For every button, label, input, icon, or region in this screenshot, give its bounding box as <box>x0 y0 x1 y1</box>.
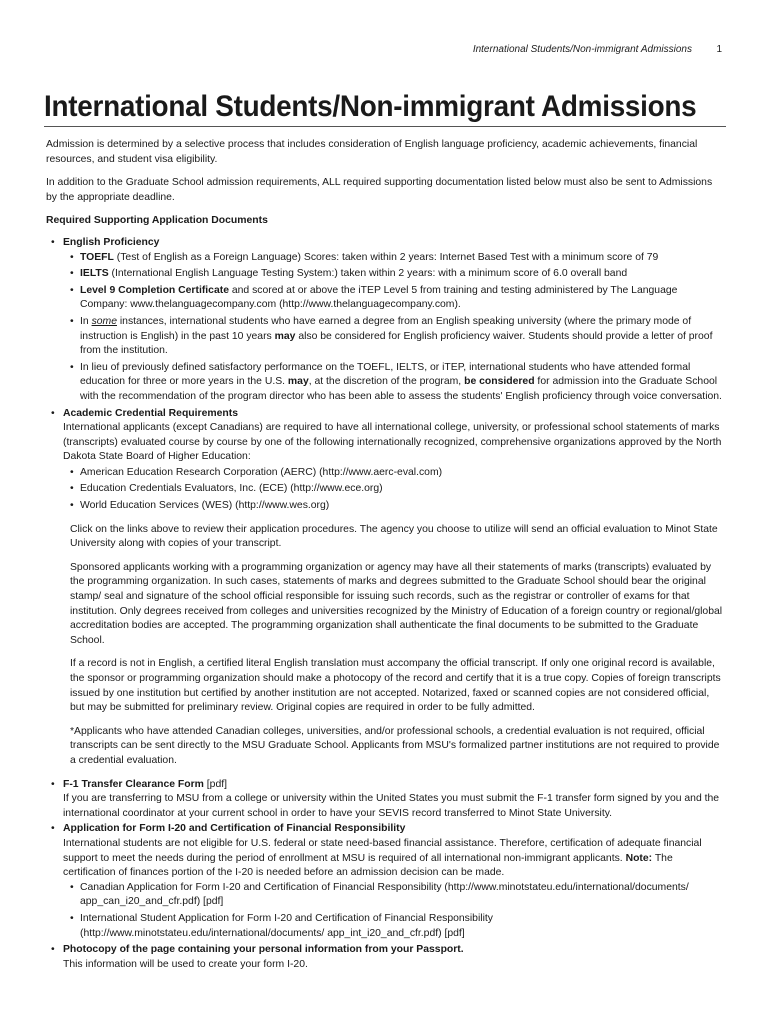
passport-text: This information will be used to create your form I-20. <box>63 958 308 970</box>
waiver-text-middle: instances, international students who have earned a degree from an English speaking university (where the primary mode of instruction is English) in the past 10 years <box>80 315 692 342</box>
agency-aerc-link[interactable]: • American Education Research Corporation (AERC) (http://www.aerc-eval.com) <box>46 466 726 481</box>
toefl-label: TOEFL <box>80 251 114 263</box>
ielts-text: (International English Language Testing System:) taken within 2 years: with a minimum score of 6.0 overall band <box>108 268 628 280</box>
level9-text: and scored at or above the iTEP Level 5 from training and testing administered by The Language Company: www.thelanguagecompany.com (http://www.thelanguagecompany.com). <box>80 284 678 311</box>
toefl-text: (Test of English as a Foreign Language) Scores: taken within 2 years: Internet Based Test with a minimum score of 79 <box>113 251 659 263</box>
intro-paragraph-2: In addition to the Graduate School admission requirements, ALL required supporting documentation listed below must also be sent to Admissions by the appropriate deadline. <box>46 177 713 203</box>
toefl-item <box>63 251 726 266</box>
waiver-some-word: some <box>91 315 117 327</box>
page-title: International Students/Non-immigrant Admissions <box>44 90 697 123</box>
sponsored-applicants-paragraph: Sponsored applicants working with a programming organization or agency may have all their statements of marks (transcripts) evaluated by the programming organization. In such cases, statements of marks and degrees submitted to the Graduate School should bear the original stamp/ seal and signature of the school official responsible for issuing such records, such as the registrar or controller of exams for that institution. Only degrees received from colleges and universities recognized by the Ministry of Education of a foreign country or regional/global accreditation bodies are accepted. The programming organization shall authenticate the final documents to be submitted to the Graduate School. <box>70 561 723 646</box>
english-proficiency-label: English Proficiency <box>63 236 160 248</box>
i20-link-list <box>63 881 726 941</box>
intro-paragraph-1: Admission is determined by a selective process that includes consideration of English language proficiency, academic achievements, financial resources, and student visa eligibility. <box>46 139 698 165</box>
passport-label: Photocopy of the page containing your personal information from your Passport. <box>63 944 464 956</box>
agency-instructions-paragraph: Click on the links above to review their application procedures. The agency you choose to utilize will send an official evaluation to Minot State University along with copies of your transcript. <box>70 523 718 550</box>
level9-label: Level 9 Completion Certificate <box>80 284 229 296</box>
english-proficiency-sublist <box>63 251 726 405</box>
agency-wes-link[interactable]: • World Education Services (WES) (http://www.wes.org) <box>46 499 726 514</box>
lieu-considered: be considered <box>464 376 535 388</box>
canadian-applicants-paragraph: *Applicants who have attended Canadian colleges, universities, and/or professional schools, a credential evaluation is not required, official transcripts can be sent directly to the MSU Graduate School. Applicants from MSU's formalized partner institutions are not required to provide a credential evaluation. <box>70 725 720 766</box>
requirements-list <box>46 236 726 465</box>
requirements-list-continued <box>46 778 726 973</box>
agency-ece-link[interactable]: • Education Credentials Evaluators, Inc. (ECE) (http://www.ece.org) <box>46 482 726 497</box>
running-title: International Students/Non-immigrant Admissions <box>472 44 692 55</box>
title-rule <box>44 126 726 127</box>
english-proficiency-item <box>46 236 726 405</box>
f1-pdf-tag: [pdf] <box>203 778 228 790</box>
waiver-text-start: In <box>80 315 92 327</box>
waiver-text-end: also be considered for English proficiency waiver. Students should provide a letter of proof from the institution. <box>80 330 713 357</box>
i20-application-label[interactable]: Application for Form I-20 and Certification of Financial Responsibility <box>63 823 406 835</box>
translation-paragraph: If a record is not in English, a certified literal English translation must accompany the official transcript. If only one original record is available, the sponsor or programming organization should make a photocopy of the record and certify that it is a true copy. Copies of foreign transcripts issued by one institution but certified by another institution are not accepted. Notarized, faxed or scanned copies are not considered official, but may be submitted for preliminary review. Original copies are required in order to be fully admitted. <box>70 658 721 714</box>
lieu-text-end: for admission into the Graduate School with the recommendation of the program director who has been able to assess the students' English proficiency through voice conversation. <box>80 376 722 402</box>
academic-credential-label: Academic Credential Requirements <box>63 407 238 419</box>
lieu-may: may <box>287 376 309 388</box>
f1-transfer-label[interactable]: F-1 Transfer Clearance Form <box>63 778 204 790</box>
running-header <box>44 44 722 55</box>
i20-text-end: The certification of finances portion of the I-20 is needed before an admission decision can be made. <box>63 852 673 879</box>
page-number: 1 <box>716 44 722 55</box>
i20-text-start: International students are not eligible for U.S. federal or state need-based financial assistance. Therefore, certification of adequate financial support to meet the needs during the period of enrollment at MSU is required of all international non-immigrant applicants. <box>63 837 702 864</box>
lieu-text-start: In lieu of previously defined satisfactory performance on the TOEFL, IELTS, or iTEP, international students who have attended formal education for three or more years in the U.S. <box>80 361 691 388</box>
us-education-item <box>63 361 726 405</box>
ielts-label: IELTS <box>80 268 109 280</box>
document-body <box>46 138 726 973</box>
required-documents-heading: Required Supporting Application Documents <box>46 215 268 227</box>
i20-note-label: Note: <box>625 852 653 864</box>
ielts-item <box>63 267 726 282</box>
i20-application-item <box>46 822 726 941</box>
passport-item <box>46 943 726 972</box>
international-i20-link[interactable]: • International Student Application for Form I-20 and Certification of Financial Responsibility (http://www.minotstateu.edu/international/documents/ app_int_i20_and_cfr.pdf) [pdf] <box>63 912 726 941</box>
academic-credential-text: International applicants (except Canadians) are required to have all international college, university, or professional school statements of marks (transcripts) evaluated course by course by one of the following internationally recognized, comprehensive organizations approved by the North Dakota State Board of Higher Education: <box>63 422 722 463</box>
agency-list <box>46 466 726 514</box>
f1-transfer-item <box>46 778 726 822</box>
lieu-text-middle: , at the discretion of the program, <box>308 376 465 388</box>
degree-waiver-item <box>63 315 726 359</box>
waiver-may: may <box>274 330 296 342</box>
academic-credential-item <box>46 407 726 465</box>
level9-item <box>63 284 726 313</box>
f1-transfer-text: If you are transferring to MSU from a college or university within the United States you must submit the F-1 transfer form signed by you and the international coordinator at your current school in order to have your SEVIS record transferred to Minot State University. <box>63 793 720 819</box>
canadian-i20-link[interactable]: • Canadian Application for Form I-20 and Certification of Financial Responsibility (http://www.minotstateu.edu/international/documents/ app_can_i20_and_cfr.pdf) [pdf] <box>63 881 726 910</box>
